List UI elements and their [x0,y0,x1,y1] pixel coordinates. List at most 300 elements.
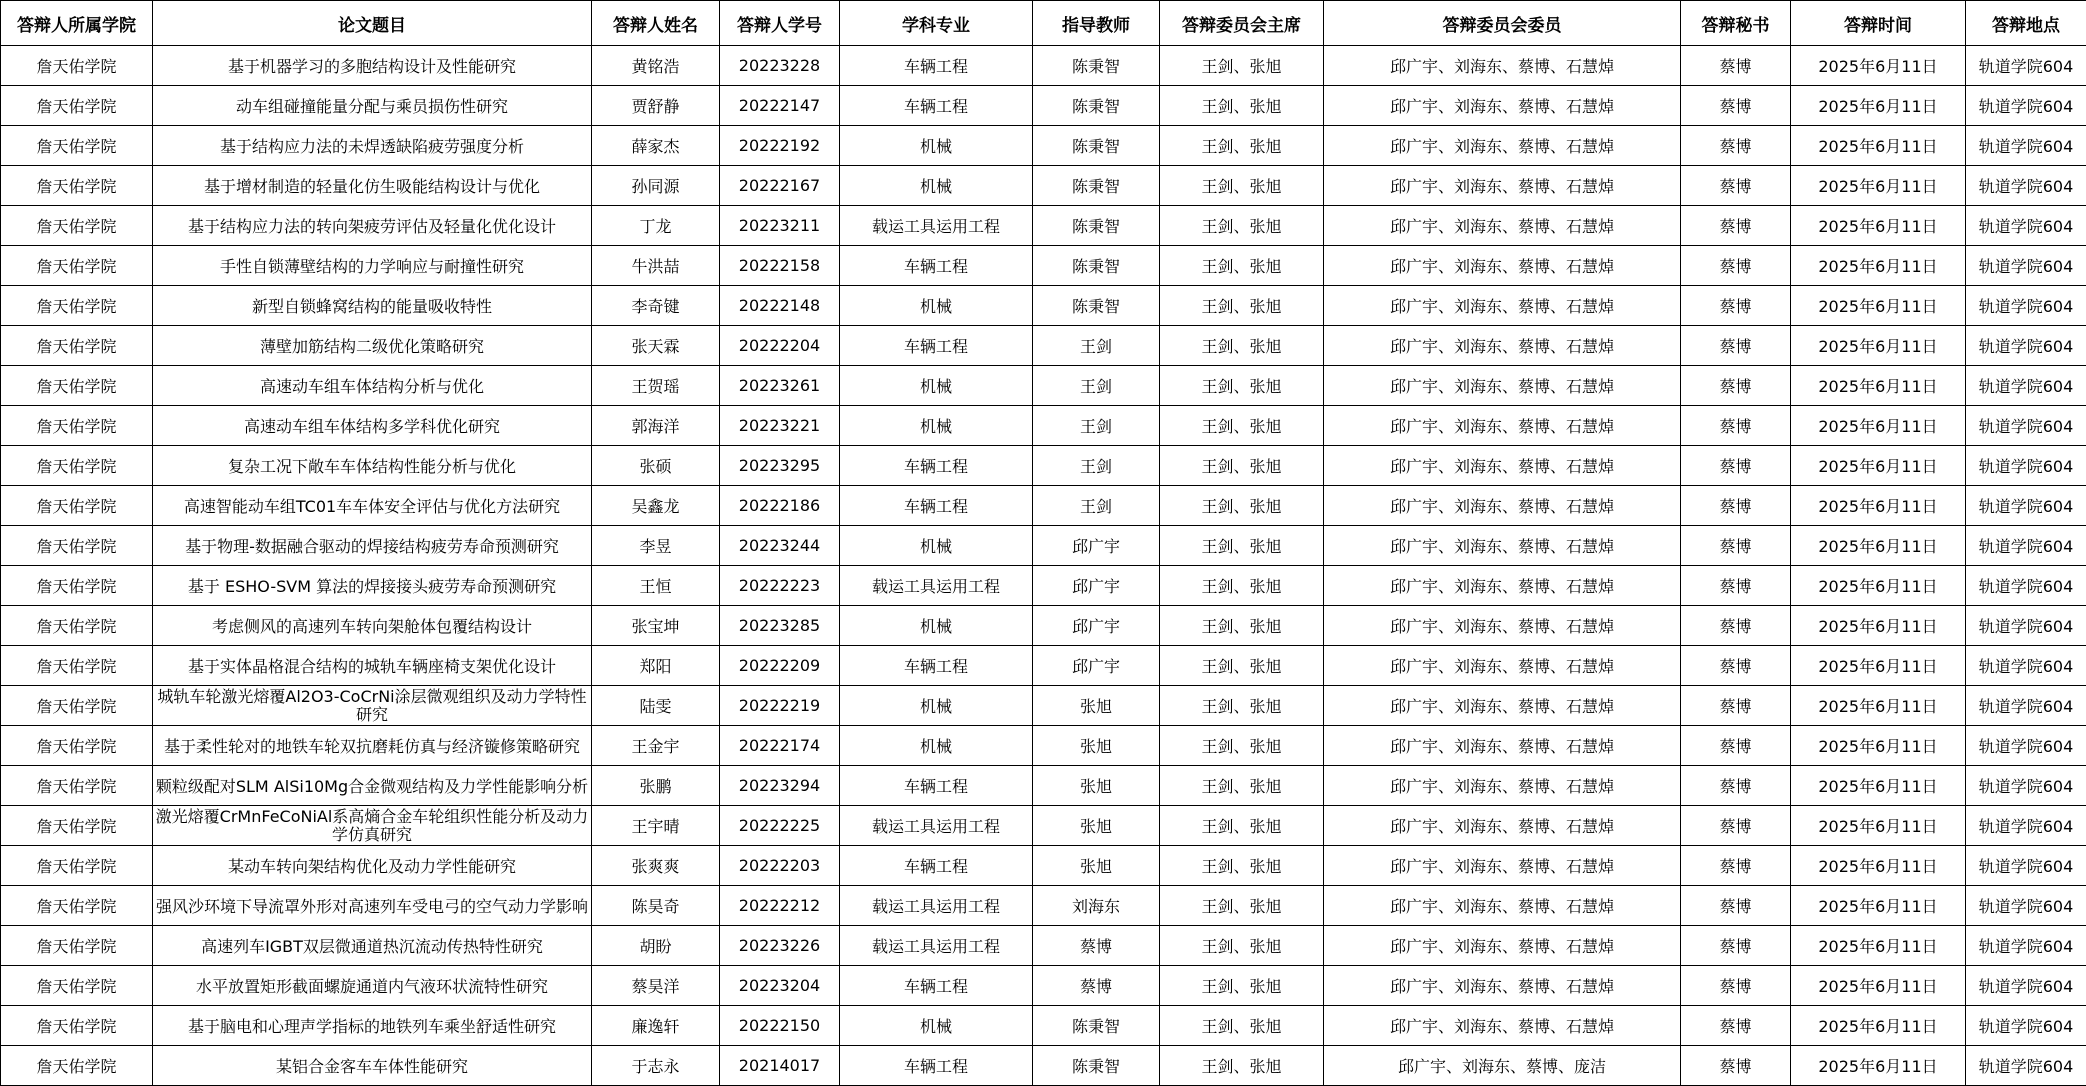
defense-location-cell: 轨道学院604 [1966,966,2086,1006]
major-cell: 车辆工程 [840,486,1033,526]
committee-chair-cell: 王剑、张旭 [1160,606,1324,646]
defense-date-cell: 2025年6月11日 [1791,726,1966,766]
defense-date-cell: 2025年6月11日 [1791,446,1966,486]
college-cell: 詹天佑学院 [1,366,153,406]
committee-chair-cell: 王剑、张旭 [1160,86,1324,126]
defense-date-cell: 2025年6月11日 [1791,126,1966,166]
advisor-cell: 陈秉智 [1033,206,1160,246]
defense-location-cell: 轨道学院604 [1966,46,2086,86]
committee-members-cell: 邱广宇、刘海东、蔡博、庞洁 [1324,1046,1681,1086]
college-cell: 詹天佑学院 [1,326,153,366]
student-name-cell: 张天霖 [592,326,720,366]
major-cell: 载运工具运用工程 [840,926,1033,966]
table-row [1,166,2086,206]
committee-members-cell: 邱广宇、刘海东、蔡博、石慧焯 [1324,446,1681,486]
table-row [1,966,2086,1006]
major-cell: 机械 [840,366,1033,406]
major-cell: 机械 [840,286,1033,326]
advisor-cell: 张旭 [1033,846,1160,886]
thesis-title-cell: 高速列车IGBT双层微通道热沉流动传热特性研究 [153,926,592,966]
committee-members-cell: 邱广宇、刘海东、蔡博、石慧焯 [1324,526,1681,566]
defense-location-cell: 轨道学院604 [1966,166,2086,206]
table-row [1,726,2086,766]
student-id-cell: 20223226 [720,926,840,966]
table-row [1,326,2086,366]
college-cell: 詹天佑学院 [1,846,153,886]
student-id-cell: 20223295 [720,446,840,486]
student-name-cell: 李奇键 [592,286,720,326]
thesis-title-cell: 动车组碰撞能量分配与乘员损伤性研究 [153,86,592,126]
committee-members-cell: 邱广宇、刘海东、蔡博、石慧焯 [1324,366,1681,406]
student-name-cell: 张鹏 [592,766,720,806]
college-cell: 詹天佑学院 [1,566,153,606]
defense-date-cell: 2025年6月11日 [1791,286,1966,326]
major-cell: 机械 [840,606,1033,646]
advisor-cell: 邱广宇 [1033,646,1160,686]
column-header-thesis-title: 论文题目 [153,1,592,46]
college-cell: 詹天佑学院 [1,86,153,126]
thesis-title-cell: 基于实体晶格混合结构的城轨车辆座椅支架优化设计 [153,646,592,686]
advisor-cell: 陈秉智 [1033,1046,1160,1086]
student-name-cell: 王贺瑶 [592,366,720,406]
defense-location-cell: 轨道学院604 [1966,366,2086,406]
column-header-student-name: 答辩人姓名 [592,1,720,46]
student-id-cell: 20222167 [720,166,840,206]
secretary-cell: 蔡博 [1681,326,1791,366]
student-id-cell: 20222219 [720,686,840,726]
student-id-cell: 20222223 [720,566,840,606]
student-id-cell: 20222150 [720,1006,840,1046]
committee-members-cell: 邱广宇、刘海东、蔡博、石慧焯 [1324,46,1681,86]
defense-location-cell: 轨道学院604 [1966,806,2086,846]
student-name-cell: 薛家杰 [592,126,720,166]
table-row [1,686,2086,726]
thesis-title-cell: 基于机器学习的多胞结构设计及性能研究 [153,46,592,86]
defense-location-cell: 轨道学院604 [1966,206,2086,246]
secretary-cell: 蔡博 [1681,206,1791,246]
secretary-cell: 蔡博 [1681,286,1791,326]
committee-members-cell: 邱广宇、刘海东、蔡博、石慧焯 [1324,486,1681,526]
defense-date-cell: 2025年6月11日 [1791,486,1966,526]
defense-date-cell: 2025年6月11日 [1791,246,1966,286]
defense-location-cell: 轨道学院604 [1966,86,2086,126]
defense-date-cell: 2025年6月11日 [1791,86,1966,126]
secretary-cell: 蔡博 [1681,886,1791,926]
table-row [1,46,2086,86]
college-cell: 詹天佑学院 [1,686,153,726]
committee-members-cell: 邱广宇、刘海东、蔡博、石慧焯 [1324,886,1681,926]
advisor-cell: 王剑 [1033,326,1160,366]
student-name-cell: 廉逸轩 [592,1006,720,1046]
committee-members-cell: 邱广宇、刘海东、蔡博、石慧焯 [1324,326,1681,366]
committee-chair-cell: 王剑、张旭 [1160,286,1324,326]
table-row [1,606,2086,646]
college-cell: 詹天佑学院 [1,166,153,206]
advisor-cell: 邱广宇 [1033,606,1160,646]
student-id-cell: 20222147 [720,86,840,126]
thesis-title-cell: 某铝合金客车车体性能研究 [153,1046,592,1086]
major-cell: 车辆工程 [840,446,1033,486]
thesis-title-cell: 基于柔性轮对的地铁车轮双抗磨耗仿真与经济镟修策略研究 [153,726,592,766]
committee-chair-cell: 王剑、张旭 [1160,566,1324,606]
student-id-cell: 20222203 [720,846,840,886]
table-row [1,926,2086,966]
table-row [1,806,2086,846]
major-cell: 车辆工程 [840,246,1033,286]
committee-chair-cell: 王剑、张旭 [1160,326,1324,366]
student-id-cell: 20222209 [720,646,840,686]
college-cell: 詹天佑学院 [1,926,153,966]
college-cell: 詹天佑学院 [1,486,153,526]
advisor-cell: 陈秉智 [1033,286,1160,326]
thesis-title-cell: 颗粒级配对SLM AlSi10Mg合金微观结构及力学性能影响分析 [153,766,592,806]
thesis-title-cell: 高速智能动车组TC01车车体安全评估与优化方法研究 [153,486,592,526]
advisor-cell: 张旭 [1033,806,1160,846]
defense-location-cell: 轨道学院604 [1966,526,2086,566]
advisor-cell: 邱广宇 [1033,526,1160,566]
committee-members-cell: 邱广宇、刘海东、蔡博、石慧焯 [1324,926,1681,966]
secretary-cell: 蔡博 [1681,926,1791,966]
committee-members-cell: 邱广宇、刘海东、蔡博、石慧焯 [1324,846,1681,886]
college-cell: 詹天佑学院 [1,1006,153,1046]
defense-date-cell: 2025年6月11日 [1791,406,1966,446]
student-id-cell: 20222148 [720,286,840,326]
thesis-title-cell: 基于 ESHO-SVM 算法的焊接接头疲劳寿命预测研究 [153,566,592,606]
college-cell: 詹天佑学院 [1,646,153,686]
table-row [1,646,2086,686]
college-cell: 詹天佑学院 [1,726,153,766]
table-row [1,1006,2086,1046]
thesis-title-cell: 基于脑电和心理声学指标的地铁列车乘坐舒适性研究 [153,1006,592,1046]
secretary-cell: 蔡博 [1681,486,1791,526]
thesis-title-cell: 某动车转向架结构优化及动力学性能研究 [153,846,592,886]
defense-date-cell: 2025年6月11日 [1791,846,1966,886]
defense-location-cell: 轨道学院604 [1966,126,2086,166]
committee-chair-cell: 王剑、张旭 [1160,766,1324,806]
thesis-title-cell: 基于物理-数据融合驱动的焊接结构疲劳寿命预测研究 [153,526,592,566]
student-name-cell: 张爽爽 [592,846,720,886]
committee-members-cell: 邱广宇、刘海东、蔡博、石慧焯 [1324,686,1681,726]
column-header-defense-date: 答辩时间 [1791,1,1966,46]
major-cell: 车辆工程 [840,86,1033,126]
major-cell: 车辆工程 [840,966,1033,1006]
defense-date-cell: 2025年6月11日 [1791,46,1966,86]
thesis-title-cell: 高速动车组车体结构多学科优化研究 [153,406,592,446]
advisor-cell: 刘海东 [1033,886,1160,926]
defense-date-cell: 2025年6月11日 [1791,326,1966,366]
secretary-cell: 蔡博 [1681,86,1791,126]
advisor-cell: 王剑 [1033,366,1160,406]
table-row [1,526,2086,566]
committee-chair-cell: 王剑、张旭 [1160,246,1324,286]
student-name-cell: 郑阳 [592,646,720,686]
secretary-cell: 蔡博 [1681,526,1791,566]
student-name-cell: 陆雯 [592,686,720,726]
student-name-cell: 牛洪喆 [592,246,720,286]
student-name-cell: 孙同源 [592,166,720,206]
committee-members-cell: 邱广宇、刘海东、蔡博、石慧焯 [1324,566,1681,606]
defense-location-cell: 轨道学院604 [1966,446,2086,486]
college-cell: 詹天佑学院 [1,806,153,846]
student-id-cell: 20222186 [720,486,840,526]
advisor-cell: 陈秉智 [1033,1006,1160,1046]
committee-members-cell: 邱广宇、刘海东、蔡博、石慧焯 [1324,166,1681,206]
defense-date-cell: 2025年6月11日 [1791,966,1966,1006]
advisor-cell: 张旭 [1033,766,1160,806]
defense-location-cell: 轨道学院604 [1966,286,2086,326]
major-cell: 载运工具运用工程 [840,886,1033,926]
major-cell: 车辆工程 [840,46,1033,86]
student-id-cell: 20223221 [720,406,840,446]
defense-date-cell: 2025年6月11日 [1791,366,1966,406]
thesis-title-cell: 考虑侧风的高速列车转向架舱体包覆结构设计 [153,606,592,646]
defense-date-cell: 2025年6月11日 [1791,526,1966,566]
table-row [1,286,2086,326]
college-cell: 詹天佑学院 [1,526,153,566]
college-cell: 詹天佑学院 [1,406,153,446]
thesis-title-cell: 水平放置矩形截面螺旋通道内气液环状流特性研究 [153,966,592,1006]
secretary-cell: 蔡博 [1681,1006,1791,1046]
committee-members-cell: 邱广宇、刘海东、蔡博、石慧焯 [1324,406,1681,446]
student-name-cell: 王宇晴 [592,806,720,846]
student-name-cell: 于志永 [592,1046,720,1086]
student-id-cell: 20222204 [720,326,840,366]
committee-chair-cell: 王剑、张旭 [1160,886,1324,926]
committee-members-cell: 邱广宇、刘海东、蔡博、石慧焯 [1324,726,1681,766]
student-name-cell: 王金宇 [592,726,720,766]
table-row [1,1046,2086,1086]
college-cell: 詹天佑学院 [1,1046,153,1086]
committee-chair-cell: 王剑、张旭 [1160,526,1324,566]
defense-date-cell: 2025年6月11日 [1791,766,1966,806]
advisor-cell: 陈秉智 [1033,246,1160,286]
column-header-committee-chair: 答辩委员会主席 [1160,1,1324,46]
committee-members-cell: 邱广宇、刘海东、蔡博、石慧焯 [1324,646,1681,686]
thesis-title-cell: 基于增材制造的轻量化仿生吸能结构设计与优化 [153,166,592,206]
defense-date-cell: 2025年6月11日 [1791,166,1966,206]
committee-chair-cell: 王剑、张旭 [1160,486,1324,526]
committee-members-cell: 邱广宇、刘海东、蔡博、石慧焯 [1324,966,1681,1006]
column-header-student-id: 答辩人学号 [720,1,840,46]
committee-chair-cell: 王剑、张旭 [1160,726,1324,766]
major-cell: 车辆工程 [840,326,1033,366]
college-cell: 詹天佑学院 [1,246,153,286]
major-cell: 车辆工程 [840,846,1033,886]
student-name-cell: 胡盼 [592,926,720,966]
table-body [1,46,2086,1086]
secretary-cell: 蔡博 [1681,406,1791,446]
table-row [1,126,2086,166]
table-row [1,246,2086,286]
column-header-secretary: 答辩秘书 [1681,1,1791,46]
committee-chair-cell: 王剑、张旭 [1160,1046,1324,1086]
student-name-cell: 蔡昊洋 [592,966,720,1006]
thesis-title-cell: 强风沙环境下导流罩外形对高速列车受电弓的空气动力学影响 [153,886,592,926]
committee-chair-cell: 王剑、张旭 [1160,1006,1324,1046]
secretary-cell: 蔡博 [1681,846,1791,886]
defense-date-cell: 2025年6月11日 [1791,606,1966,646]
defense-location-cell: 轨道学院604 [1966,606,2086,646]
committee-chair-cell: 王剑、张旭 [1160,206,1324,246]
college-cell: 詹天佑学院 [1,606,153,646]
student-id-cell: 20223261 [720,366,840,406]
defense-location-cell: 轨道学院604 [1966,766,2086,806]
defense-date-cell: 2025年6月11日 [1791,566,1966,606]
table-row [1,486,2086,526]
committee-chair-cell: 王剑、张旭 [1160,406,1324,446]
committee-members-cell: 邱广宇、刘海东、蔡博、石慧焯 [1324,286,1681,326]
advisor-cell: 王剑 [1033,486,1160,526]
major-cell: 机械 [840,726,1033,766]
college-cell: 詹天佑学院 [1,766,153,806]
advisor-cell: 邱广宇 [1033,566,1160,606]
advisor-cell: 陈秉智 [1033,46,1160,86]
student-name-cell: 贾舒静 [592,86,720,126]
defense-location-cell: 轨道学院604 [1966,1046,2086,1086]
committee-chair-cell: 王剑、张旭 [1160,846,1324,886]
secretary-cell: 蔡博 [1681,966,1791,1006]
secretary-cell: 蔡博 [1681,646,1791,686]
thesis-title-cell: 手性自锁薄壁结构的力学响应与耐撞性研究 [153,246,592,286]
student-name-cell: 王恒 [592,566,720,606]
advisor-cell: 蔡博 [1033,966,1160,1006]
secretary-cell: 蔡博 [1681,566,1791,606]
defense-location-cell: 轨道学院604 [1966,486,2086,526]
thesis-title-cell: 新型自锁蜂窝结构的能量吸收特性 [153,286,592,326]
secretary-cell: 蔡博 [1681,806,1791,846]
advisor-cell: 陈秉智 [1033,166,1160,206]
table-row [1,366,2086,406]
thesis-title-cell: 激光熔覆CrMnFeCoNiAl系高熵合金车轮组织性能分析及动力学仿真研究 [153,806,592,846]
defense-date-cell: 2025年6月11日 [1791,1046,1966,1086]
committee-members-cell: 邱广宇、刘海东、蔡博、石慧焯 [1324,126,1681,166]
student-id-cell: 20222225 [720,806,840,846]
committee-members-cell: 邱广宇、刘海东、蔡博、石慧焯 [1324,766,1681,806]
secretary-cell: 蔡博 [1681,766,1791,806]
secretary-cell: 蔡博 [1681,446,1791,486]
committee-chair-cell: 王剑、张旭 [1160,46,1324,86]
major-cell: 载运工具运用工程 [840,566,1033,606]
student-name-cell: 丁龙 [592,206,720,246]
college-cell: 詹天佑学院 [1,46,153,86]
committee-chair-cell: 王剑、张旭 [1160,366,1324,406]
table-row [1,406,2086,446]
student-name-cell: 黄铭浩 [592,46,720,86]
student-name-cell: 张硕 [592,446,720,486]
defense-location-cell: 轨道学院604 [1966,1006,2086,1046]
committee-members-cell: 邱广宇、刘海东、蔡博、石慧焯 [1324,1006,1681,1046]
college-cell: 詹天佑学院 [1,886,153,926]
table-row [1,86,2086,126]
student-id-cell: 20222212 [720,886,840,926]
thesis-title-cell: 基于结构应力法的未焊透缺陷疲劳强度分析 [153,126,592,166]
major-cell: 机械 [840,126,1033,166]
college-cell: 詹天佑学院 [1,126,153,166]
column-header-major: 学科专业 [840,1,1033,46]
student-id-cell: 20223294 [720,766,840,806]
advisor-cell: 陈秉智 [1033,126,1160,166]
student-id-cell: 20222174 [720,726,840,766]
defense-location-cell: 轨道学院604 [1966,406,2086,446]
committee-chair-cell: 王剑、张旭 [1160,126,1324,166]
column-header-college: 答辩人所属学院 [1,1,153,46]
student-name-cell: 吴鑫龙 [592,486,720,526]
committee-members-cell: 邱广宇、刘海东、蔡博、石慧焯 [1324,206,1681,246]
student-name-cell: 张宝坤 [592,606,720,646]
major-cell: 车辆工程 [840,646,1033,686]
committee-chair-cell: 王剑、张旭 [1160,446,1324,486]
defense-location-cell: 轨道学院604 [1966,326,2086,366]
major-cell: 机械 [840,686,1033,726]
secretary-cell: 蔡博 [1681,726,1791,766]
table-row [1,566,2086,606]
defense-date-cell: 2025年6月11日 [1791,206,1966,246]
student-id-cell: 20223285 [720,606,840,646]
secretary-cell: 蔡博 [1681,366,1791,406]
defense-date-cell: 2025年6月11日 [1791,926,1966,966]
committee-members-cell: 邱广宇、刘海东、蔡博、石慧焯 [1324,806,1681,846]
student-name-cell: 李昱 [592,526,720,566]
defense-location-cell: 轨道学院604 [1966,846,2086,886]
advisor-cell: 陈秉智 [1033,86,1160,126]
thesis-title-cell: 基于结构应力法的转向架疲劳评估及轻量化优化设计 [153,206,592,246]
advisor-cell: 张旭 [1033,726,1160,766]
column-header-committee-members: 答辩委员会委员 [1324,1,1681,46]
student-name-cell: 陈昊奇 [592,886,720,926]
student-id-cell: 20223204 [720,966,840,1006]
committee-members-cell: 邱广宇、刘海东、蔡博、石慧焯 [1324,86,1681,126]
committee-chair-cell: 王剑、张旭 [1160,686,1324,726]
defense-location-cell: 轨道学院604 [1966,646,2086,686]
defense-location-cell: 轨道学院604 [1966,566,2086,606]
student-id-cell: 20223211 [720,206,840,246]
defense-location-cell: 轨道学院604 [1966,886,2086,926]
secretary-cell: 蔡博 [1681,246,1791,286]
student-id-cell: 20222192 [720,126,840,166]
defense-location-cell: 轨道学院604 [1966,726,2086,766]
student-id-cell: 20223244 [720,526,840,566]
table-row [1,206,2086,246]
defense-location-cell: 轨道学院604 [1966,686,2086,726]
defense-date-cell: 2025年6月11日 [1791,686,1966,726]
committee-members-cell: 邱广宇、刘海东、蔡博、石慧焯 [1324,246,1681,286]
thesis-title-cell: 复杂工况下敞车车体结构性能分析与优化 [153,446,592,486]
defense-location-cell: 轨道学院604 [1966,246,2086,286]
secretary-cell: 蔡博 [1681,126,1791,166]
college-cell: 詹天佑学院 [1,206,153,246]
table-row [1,766,2086,806]
table-row [1,446,2086,486]
committee-chair-cell: 王剑、张旭 [1160,646,1324,686]
student-id-cell: 20214017 [720,1046,840,1086]
thesis-title-cell: 城轨车轮激光熔覆Al2O3-CoCrNi涂层微观组织及动力学特性研究 [153,686,592,726]
committee-chair-cell: 王剑、张旭 [1160,806,1324,846]
thesis-title-cell: 高速动车组车体结构分析与优化 [153,366,592,406]
defense-date-cell: 2025年6月11日 [1791,806,1966,846]
advisor-cell: 王剑 [1033,446,1160,486]
committee-members-cell: 邱广宇、刘海东、蔡博、石慧焯 [1324,606,1681,646]
secretary-cell: 蔡博 [1681,606,1791,646]
major-cell: 机械 [840,406,1033,446]
secretary-cell: 蔡博 [1681,46,1791,86]
college-cell: 詹天佑学院 [1,966,153,1006]
defense-date-cell: 2025年6月11日 [1791,646,1966,686]
defense-date-cell: 2025年6月11日 [1791,886,1966,926]
student-id-cell: 20223228 [720,46,840,86]
major-cell: 车辆工程 [840,766,1033,806]
major-cell: 机械 [840,166,1033,206]
advisor-cell: 王剑 [1033,406,1160,446]
